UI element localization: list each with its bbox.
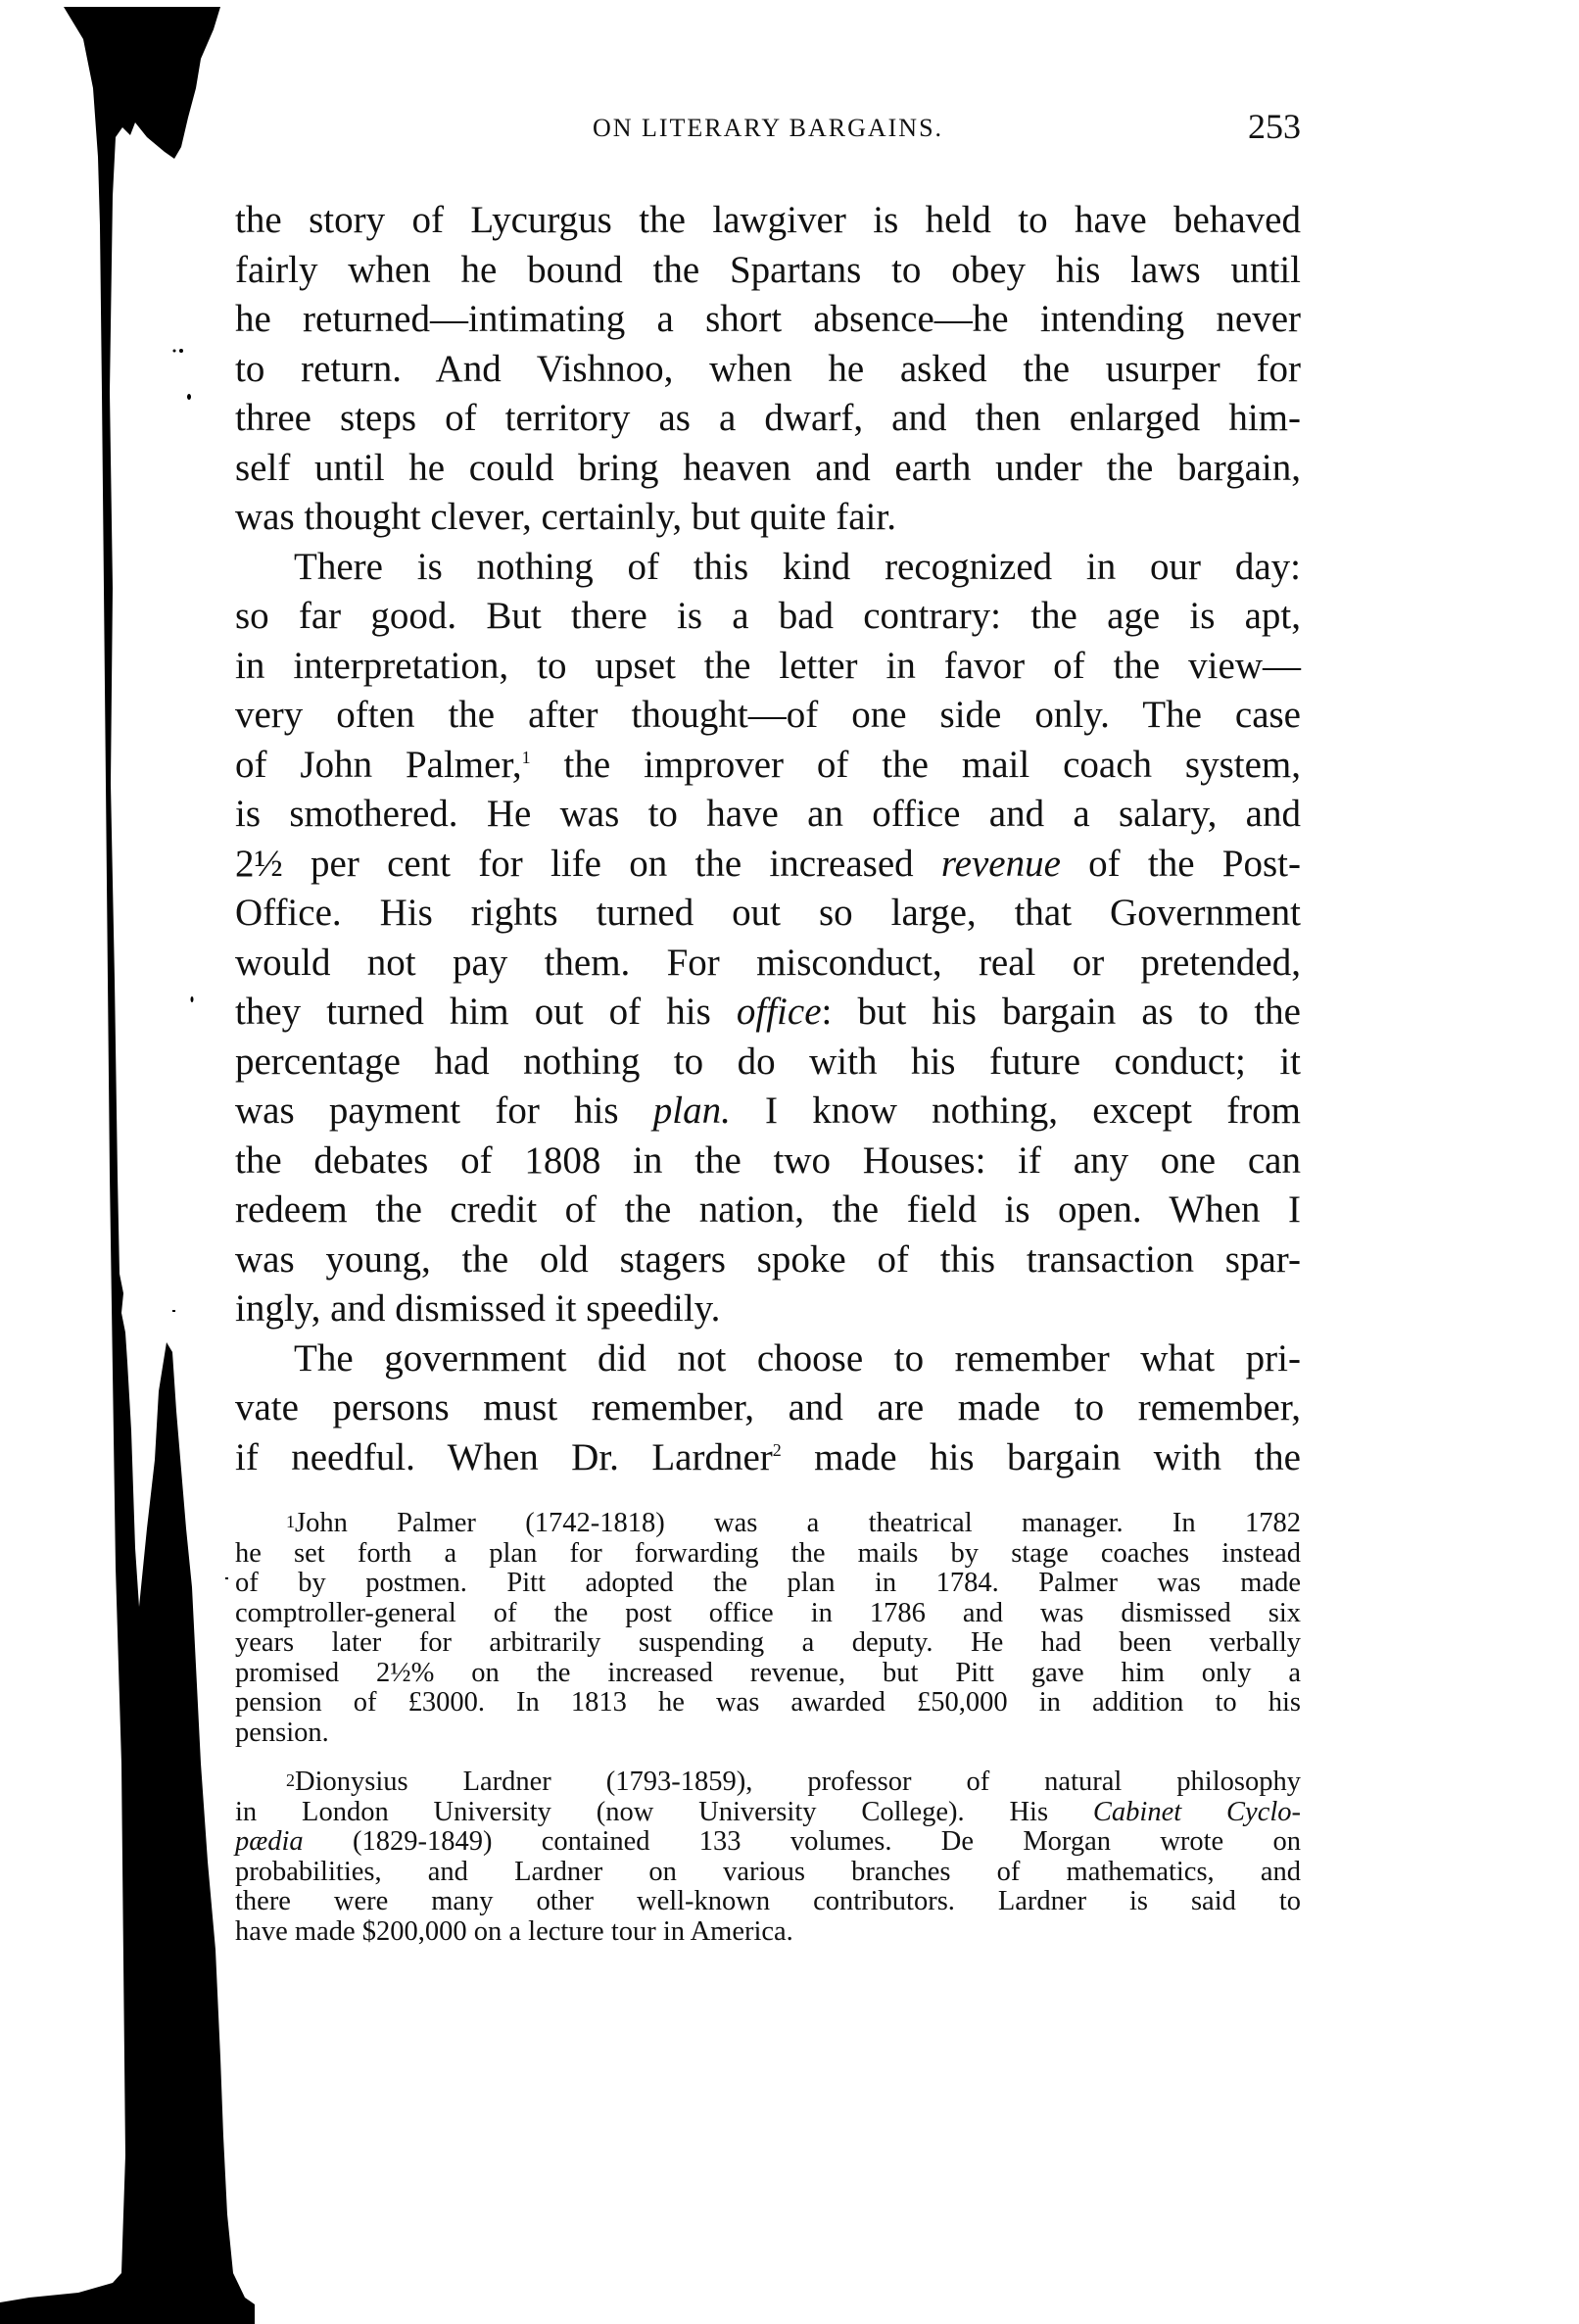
footnote-line: there were many other well-known contributors. Lardner is said to xyxy=(235,1886,1301,1916)
paragraph-start-line: There is nothing of this kind recognized in our day: xyxy=(294,545,1301,588)
text-line: vate persons must remember, and are made to remember, xyxy=(235,1386,1301,1428)
text-line: percentage had nothing to do with his future conduct; it xyxy=(235,1040,1301,1083)
line-text: they turned him out of his xyxy=(235,991,737,1033)
binding-gutter-shadow xyxy=(0,0,255,2324)
footnote-spacer xyxy=(235,1748,1301,1767)
footnote-line: promised 2½% on the increased revenue, but Pitt gave him only a xyxy=(235,1657,1301,1688)
emphasis-text: office xyxy=(736,991,822,1033)
text-line xyxy=(235,1087,1301,1137)
paragraph-end-line: ingly, and dismissed it speedily. xyxy=(235,1287,721,1330)
emphasis-text: revenue xyxy=(940,842,1061,885)
footnote-line: probabilities, and Lardner on various branches of mathematics, and xyxy=(235,1856,1301,1887)
footnote-line: pension of £3000. In 1813 he was awarded £50,000 in addition to his xyxy=(235,1687,1301,1718)
footnote-marker: 1 xyxy=(286,1512,295,1531)
text-line: the story of Lycurgus the lawgiver is held to have behaved xyxy=(235,199,1301,241)
footnote-line: of by postmen. Pitt adopted the plan in 1784. Palmer was made xyxy=(235,1568,1301,1598)
footnote-marker: 2 xyxy=(286,1770,295,1790)
text-line: would not pay them. For misconduct, real or pretended, xyxy=(235,941,1301,984)
text-line: three steps of territory as a dwarf, and then enlarged him- xyxy=(235,397,1301,439)
footnote-1 xyxy=(235,1509,1301,1748)
line-text: of the Post- xyxy=(1060,842,1301,885)
paragraph-start-line: The government did not choose to remember what pri- xyxy=(294,1336,1301,1380)
footnote-line xyxy=(235,1827,1301,1858)
footnote-line: have made $200,000 on a lecture tour in America. xyxy=(235,1915,793,1947)
text-line: self until he could bring heaven and earth under the bargain, xyxy=(235,446,1301,489)
text-line xyxy=(235,741,1301,791)
text-line: to return. And Vishnoo, when he asked the usurper for xyxy=(235,347,1301,390)
text-line: the debates of 1808 in the two Houses: if any one can xyxy=(235,1138,1301,1182)
line-text: made his bargain with the xyxy=(781,1435,1301,1478)
text-line xyxy=(235,988,1301,1038)
footnote-line xyxy=(235,1798,1301,1828)
footnote-2 xyxy=(235,1767,1301,1947)
text-line: was young, the old stagers spoke of this transaction spar- xyxy=(235,1237,1301,1281)
book-title: pædia xyxy=(235,1826,304,1857)
line-text: was payment for his xyxy=(235,1089,653,1132)
line-text: (1829-1849) contained 133 volumes. De Morgan wrote on xyxy=(303,1826,1301,1857)
line-text: I know nothing, except from xyxy=(730,1089,1301,1132)
text-line: fairly when he bound the Spartans to obey his laws until xyxy=(235,248,1301,291)
book-title: Cabinet Cyclo- xyxy=(1092,1796,1301,1827)
footnote-line: years later for arbitrarily suspending a deputy. He had been verbally xyxy=(235,1627,1301,1658)
emphasis-text: plan. xyxy=(652,1089,731,1132)
line-text: of John Palmer, xyxy=(235,743,522,786)
line-text: if needful. When Dr. Lardner xyxy=(235,1435,773,1478)
line-text: in London University (now University College). His xyxy=(235,1796,1093,1827)
text-line xyxy=(235,1433,1301,1483)
page-number: 253 xyxy=(1248,107,1301,146)
footnote-line xyxy=(235,1767,1301,1798)
footnote-line: he set forth a plan for forwarding the mails by stage coaches instead xyxy=(235,1537,1301,1569)
text-line: very often the after thought—of one side only. The case xyxy=(235,694,1301,736)
paragraph-end-line: was thought clever, certainly, but quite fair. xyxy=(235,496,896,538)
text-line: in interpretation, to upset the letter in favor of the view— xyxy=(235,644,1301,687)
running-title: ON LITERARY BARGAINS. xyxy=(592,114,944,142)
line-text: John Palmer (1742-1818) was a theatrical manager. In 1782 xyxy=(295,1508,1301,1538)
line-text: the improver of the mail coach system, xyxy=(530,743,1301,786)
line-text: 2½ per cent for life on the increased xyxy=(235,842,941,885)
text-line: redeem the credit of the nation, the field is open. When I xyxy=(235,1188,1301,1231)
footnote-ref-2[interactable]: 2 xyxy=(772,1439,782,1460)
footnotes xyxy=(235,1509,1301,1947)
footnote-line: comptroller-general of the post office in 1786 and was dismissed six xyxy=(235,1597,1301,1628)
text-line: Office. His rights turned out so large, that Government xyxy=(235,892,1301,934)
line-text: Dionysius Lardner (1793-1859), professor of natural philosophy xyxy=(295,1767,1301,1797)
text-line: so far good. But there is a bad contrary: the age is apt, xyxy=(235,595,1301,637)
footnote-line: pension. xyxy=(235,1717,329,1748)
text-line: he returned—intimating a short absence—he intending never xyxy=(235,298,1301,340)
footnote-ref-1[interactable]: 1 xyxy=(521,747,531,767)
body-text xyxy=(235,196,1301,1482)
footnote-line xyxy=(235,1509,1301,1539)
text-line xyxy=(235,840,1301,890)
running-head xyxy=(235,107,1301,149)
line-text: : but his bargain as to the xyxy=(821,991,1301,1033)
text-line: is smothered. He was to have an office and a salary, and xyxy=(235,793,1301,835)
